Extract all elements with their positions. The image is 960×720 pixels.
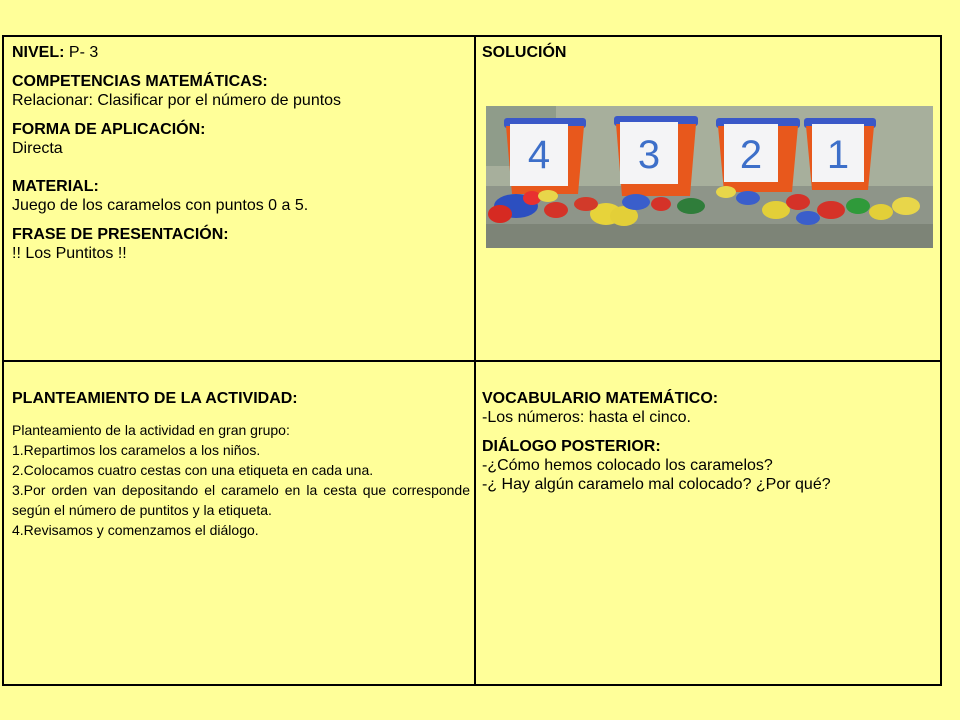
nivel-label: NIVEL: xyxy=(12,44,65,61)
dialogo-line: -¿ Hay algún caramelo mal colocado? ¿Por qué? xyxy=(482,476,831,493)
bucket-label-1: 1 xyxy=(826,133,850,177)
nivel-line xyxy=(12,43,470,62)
bucket-label-4: 4 xyxy=(527,133,551,177)
bucket-label-3: 3 xyxy=(637,133,661,177)
cell-planteamiento xyxy=(12,389,470,540)
cell-activity-info xyxy=(12,43,470,263)
bucket-2 xyxy=(716,118,800,192)
vocabulario-value: -Los números: hasta el cinco. xyxy=(482,409,691,426)
solucion-label: SOLUCIÓN xyxy=(482,44,567,61)
frase-value: !! Los Puntitos !! xyxy=(12,245,127,262)
nivel-value: P- 3 xyxy=(64,44,99,61)
bucket-1 xyxy=(804,118,876,190)
solution-photo-illustration xyxy=(486,106,933,248)
dialogo-label: DIÁLOGO POSTERIOR: xyxy=(482,438,661,455)
cell-vocabulario-dialogo xyxy=(482,389,938,494)
list-item: 3.Por orden van depositando el caramelo en la cesta que corresponde según el número de puntitos y la etiqueta. xyxy=(12,482,470,518)
vocabulario-label: VOCABULARIO MATEMÁTICO: xyxy=(482,390,719,407)
bucket-label-2: 2 xyxy=(739,133,763,177)
competencias-label: COMPETENCIAS MATEMÁTICAS: xyxy=(12,73,268,90)
table-horizontal-divider xyxy=(4,360,940,362)
forma-value: Directa xyxy=(12,140,63,157)
forma-label: FORMA DE APLICACIÓN: xyxy=(12,121,206,138)
planteamiento-steps xyxy=(12,420,470,540)
material-label: MATERIAL: xyxy=(12,178,99,195)
list-item: Planteamiento de la actividad en gran grupo: xyxy=(12,422,290,438)
material-value: Juego de los caramelos con puntos 0 a 5. xyxy=(12,197,309,214)
list-item: 1.Repartimos los caramelos a los niños. xyxy=(12,442,261,458)
dialogo-line: -¿Cómo hemos colocado los caramelos? xyxy=(482,457,773,474)
cell-solucion xyxy=(482,43,938,62)
planteamiento-label: PLANTEAMIENTO DE LA ACTIVIDAD: xyxy=(12,390,298,407)
list-item: 4.Revisamos y comenzamos el diálogo. xyxy=(12,522,259,538)
competencias-value: Relacionar: Clasificar por el número de puntos xyxy=(12,92,342,109)
bucket-3 xyxy=(614,116,698,196)
list-item: 2.Colocamos cuatro cestas con una etiqueta en cada una. xyxy=(12,462,374,478)
solution-photo xyxy=(486,106,933,248)
bucket-4 xyxy=(504,118,586,194)
frase-label: FRASE DE PRESENTACIÓN: xyxy=(12,226,229,243)
